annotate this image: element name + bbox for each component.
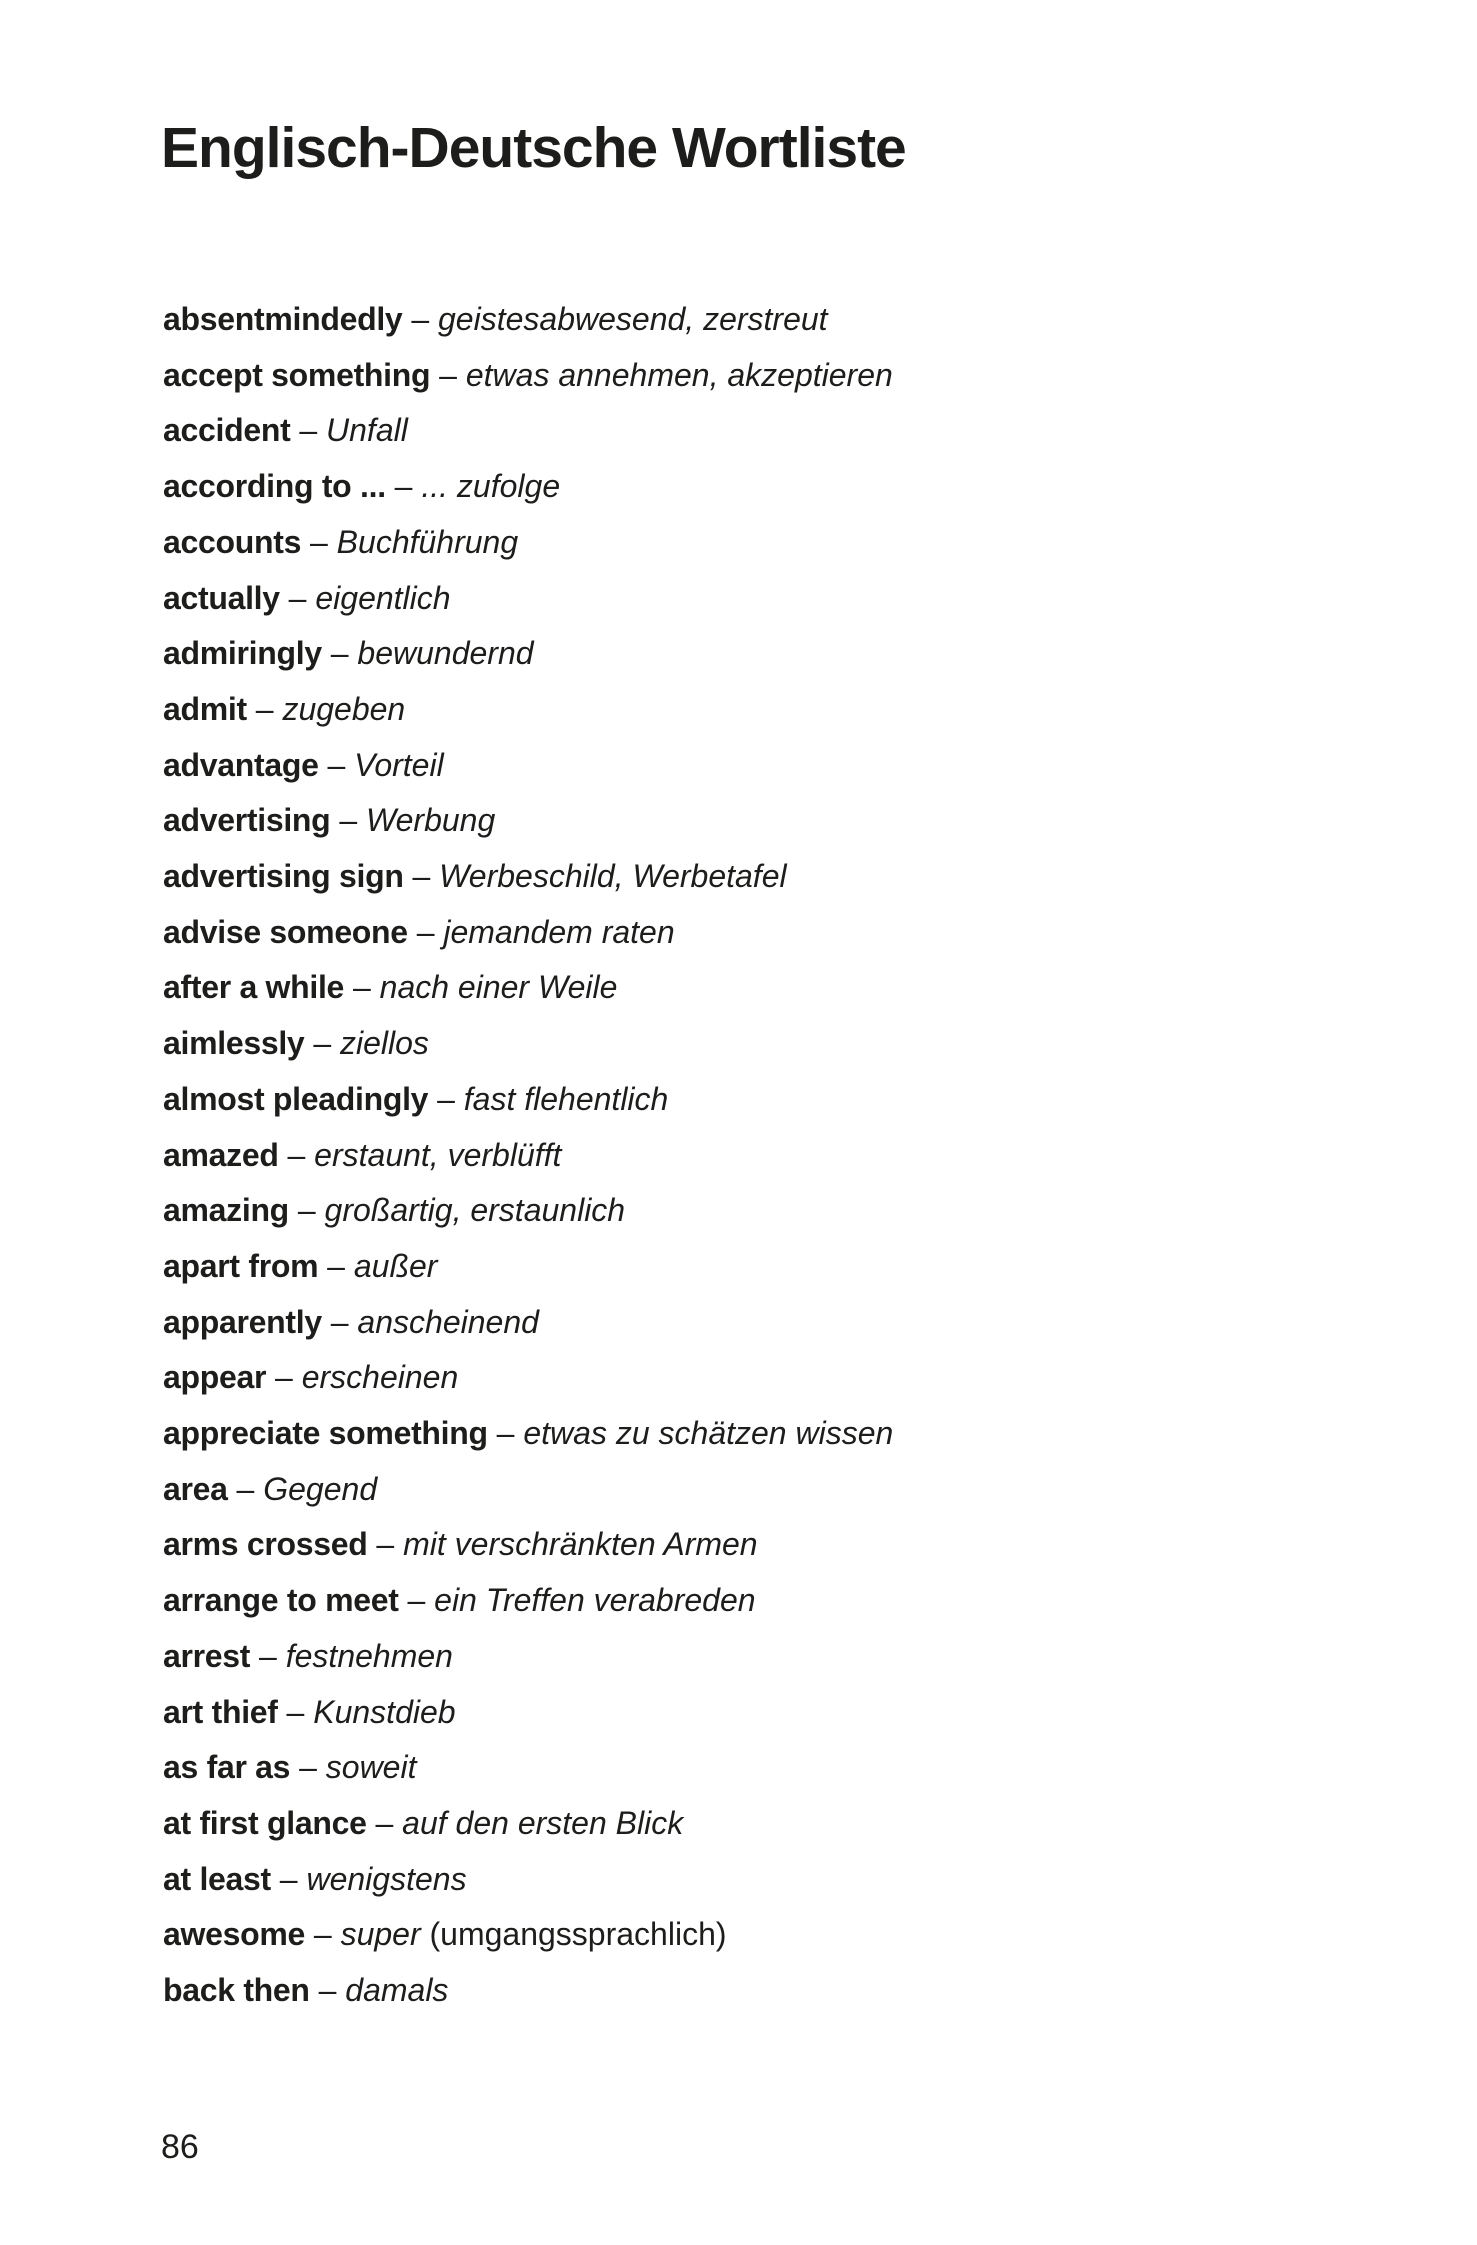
english-term: after a while [163, 969, 345, 1006]
separator-dash: – [366, 1804, 403, 1841]
english-term: accept something [163, 356, 431, 393]
german-translation: außer [353, 1247, 438, 1284]
german-translation: Buchführung [336, 523, 519, 560]
english-term: advise someone [163, 913, 408, 950]
separator-dash: – [304, 1025, 340, 1062]
english-term: aimlessly [163, 1025, 305, 1062]
word-list [163, 292, 893, 2019]
english-term: apart from [163, 1247, 319, 1284]
word-entry [163, 1350, 893, 1406]
german-translation: jemandem raten [443, 913, 675, 950]
word-entry [163, 1239, 893, 1295]
separator-dash: – [428, 1080, 464, 1117]
english-term: amazed [163, 1136, 279, 1173]
german-translation: mit verschränkten Armen [403, 1526, 758, 1563]
english-term: awesome [163, 1916, 305, 1953]
english-term: at first glance [163, 1804, 367, 1841]
german-translation: etwas zu schätzen wissen [523, 1415, 894, 1452]
word-entry [163, 459, 893, 515]
german-translation: soweit [325, 1749, 417, 1786]
english-term: as far as [163, 1749, 291, 1786]
english-term: admiringly [163, 635, 322, 672]
english-term: advertising sign [163, 858, 404, 895]
separator-dash: – [321, 1303, 358, 1340]
english-term: amazing [163, 1192, 289, 1229]
english-term: almost pleadingly [163, 1080, 429, 1117]
english-term: admit [163, 690, 247, 727]
separator-dash: – [318, 746, 355, 783]
german-translation: großartig, erstaunlich [324, 1192, 626, 1229]
english-term: area [163, 1470, 228, 1507]
word-entry [163, 571, 893, 627]
word-entry [163, 738, 893, 794]
word-entry [163, 1072, 893, 1128]
word-entry [163, 849, 893, 905]
german-translation: Gegend [263, 1470, 378, 1507]
separator-dash: – [290, 412, 327, 449]
word-entry [163, 1629, 893, 1685]
word-entry [163, 1740, 893, 1796]
english-term: arrest [163, 1637, 251, 1674]
word-entry [163, 515, 893, 571]
word-entry [163, 1907, 893, 1963]
word-entry [163, 1406, 893, 1462]
word-entry [163, 403, 893, 459]
separator-dash: – [407, 913, 444, 950]
german-translation: erscheinen [301, 1359, 459, 1396]
word-entry [163, 348, 893, 404]
english-term: appreciate something [163, 1415, 488, 1452]
word-entry [163, 960, 893, 1016]
german-translation: erstaunt, verblüfft [314, 1136, 562, 1173]
english-term: according to ... [163, 468, 386, 505]
german-translation: ... zufolge [421, 468, 561, 505]
english-term: actually [163, 579, 280, 616]
english-term: accounts [163, 523, 302, 560]
word-entry [163, 1573, 893, 1629]
separator-dash: – [278, 1136, 315, 1173]
page-title: Englisch-Deutsche Wortliste [161, 116, 906, 180]
word-entry [163, 1796, 893, 1852]
german-translation: Werbeschild, Werbetafel [439, 858, 787, 895]
german-translation: Vorteil [354, 746, 444, 783]
german-translation: eigentlich [315, 579, 451, 616]
separator-dash: – [309, 1972, 346, 2009]
word-entry [163, 682, 893, 738]
german-translation: Unfall [326, 412, 408, 449]
separator-dash: – [288, 1192, 325, 1229]
english-term: art thief [163, 1693, 278, 1730]
separator-dash: – [344, 969, 380, 1006]
english-term: apparently [163, 1303, 322, 1340]
word-entry [163, 1685, 893, 1741]
word-entry [163, 1128, 893, 1184]
separator-dash: – [250, 1637, 286, 1674]
german-translation: etwas annehmen, akzeptieren [465, 356, 893, 393]
separator-dash: – [290, 1749, 326, 1786]
english-term: advertising [163, 802, 331, 839]
separator-dash: – [270, 1860, 307, 1897]
separator-dash: – [266, 1359, 302, 1396]
german-translation: anscheinend [357, 1303, 539, 1340]
word-entry [163, 626, 893, 682]
separator-dash: – [430, 356, 466, 393]
word-entry [163, 1517, 893, 1573]
separator-dash: – [246, 690, 283, 727]
separator-dash: – [277, 1693, 314, 1730]
word-entry [163, 1852, 893, 1908]
separator-dash: – [330, 802, 366, 839]
german-translation: ziellos [340, 1025, 429, 1062]
german-translation: auf den ersten Blick [402, 1804, 684, 1841]
word-entry [163, 1016, 893, 1072]
english-term: back then [163, 1972, 310, 2009]
separator-dash: – [385, 468, 422, 505]
german-translation: festnehmen [285, 1637, 453, 1674]
word-entry [163, 1183, 893, 1239]
separator-dash: – [398, 1582, 435, 1619]
word-entry [163, 1462, 893, 1518]
separator-dash: – [227, 1470, 264, 1507]
german-translation: Kunstdieb [313, 1693, 456, 1730]
separator-dash: – [321, 635, 358, 672]
word-entry [163, 1295, 893, 1351]
separator-dash: – [367, 1526, 404, 1563]
english-term: arrange to meet [163, 1582, 399, 1619]
word-entry [163, 793, 893, 849]
english-term: advantage [163, 746, 319, 783]
separator-dash: – [402, 301, 438, 337]
german-translation: nach einer Weile [379, 969, 618, 1006]
translation-note: (umgangssprachlich) [420, 1916, 727, 1953]
separator-dash: – [304, 1916, 341, 1953]
page-number: 86 [161, 2128, 199, 2166]
german-translation: damals [345, 1972, 449, 2009]
english-term: absentmindedly [163, 301, 403, 337]
german-translation: fast flehentlich [463, 1080, 669, 1117]
separator-dash: – [403, 858, 440, 895]
german-translation: super [340, 1916, 421, 1953]
word-entry [163, 1963, 893, 2019]
english-term: at least [163, 1860, 271, 1897]
german-translation: zugeben [282, 690, 406, 727]
english-term: accident [163, 412, 291, 449]
separator-dash: – [318, 1247, 354, 1284]
german-translation: bewundernd [357, 635, 534, 672]
english-term: appear [163, 1359, 267, 1396]
german-translation: ein Treffen verabreden [434, 1582, 756, 1619]
german-translation: wenigstens [306, 1860, 467, 1897]
separator-dash: – [301, 523, 337, 560]
german-translation: geistesabwesend, zerstreut [438, 301, 828, 337]
word-entry [163, 292, 893, 348]
german-translation: Werbung [366, 802, 496, 839]
separator-dash: – [487, 1415, 524, 1452]
word-entry [163, 905, 893, 961]
separator-dash: – [279, 579, 316, 616]
english-term: arms crossed [163, 1526, 368, 1563]
